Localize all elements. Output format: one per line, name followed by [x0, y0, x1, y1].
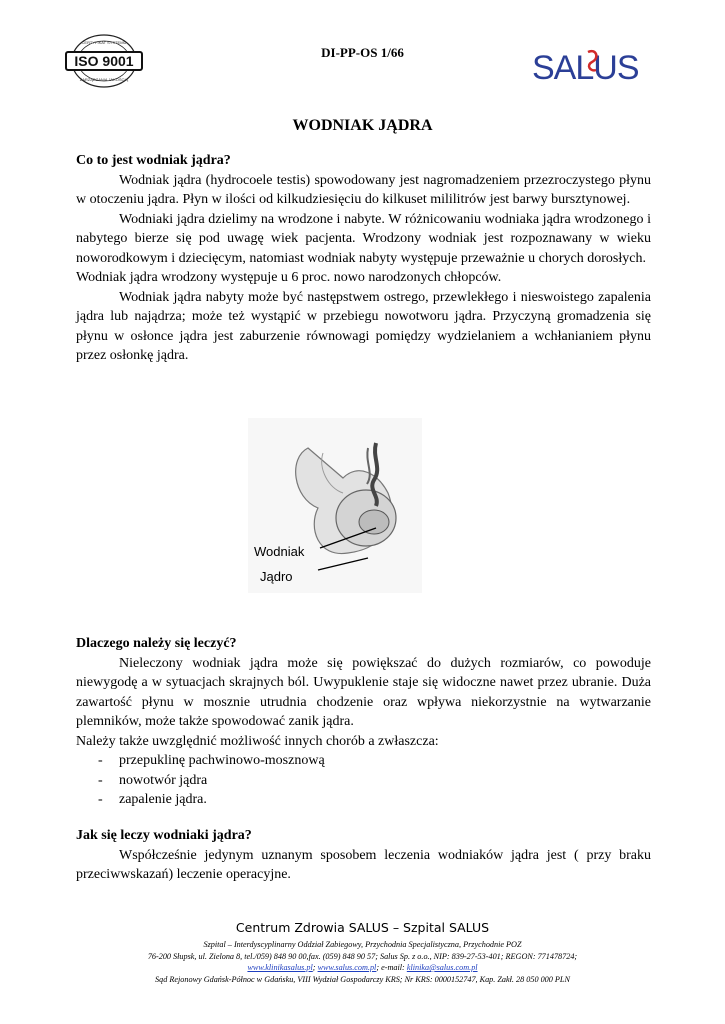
paragraph: Wodniak jądra (hydrocoele testis) spowodowany jest nagromadzeniem przezroczystego płynu w otoczeniu jądra. Płyn w ilości od kilkudziesięciu do kilkuset mililitrów jest barwy bursztynowej.	[76, 172, 651, 207]
paragraph: Wodniak jądra wrodzony występuje u 6 proc. nowo narodzonych chłopców.	[76, 270, 502, 285]
email-link[interactable]: klinika@salus.com.pl	[406, 963, 478, 972]
page-title: WODNIAK JĄDRA	[292, 117, 433, 134]
list-item: - nowotwór jądra	[98, 772, 208, 788]
testis-shape	[359, 510, 389, 534]
salus-logo	[530, 46, 655, 88]
iso-certificate-logo	[60, 32, 148, 90]
footer-contact-line	[0, 962, 725, 974]
iso-logo-text: ISO 9001	[74, 53, 134, 69]
list-item: - zapalenie jądra.	[98, 792, 207, 807]
paragraph: Współcześnie jedynym uznanym sposobem leczenia wodniaków jądra jest ( przy braku przeciwwskazań) leczenie operacyjne.	[76, 847, 651, 882]
section-what-is	[76, 151, 651, 366]
list-item-text: nowotwór jądra	[119, 772, 208, 788]
footer-line: Szpital – Interdyscyplinarny Oddział Zabiegowy, Przychodnia Specjalistyczna, Przychodnie POZ	[203, 940, 522, 949]
salus-logo-text: SALUS	[532, 49, 639, 87]
section-heading: Jak się leczy wodniaki jądra?	[76, 828, 252, 843]
iso-ring-text-top: CERTYFIKAT SYSTEMU	[81, 40, 127, 45]
page-footer	[0, 920, 725, 985]
label-hydrocele: Wodniak	[254, 544, 305, 559]
footer-separator: ; e-mail:	[376, 963, 407, 972]
section-treatment	[76, 826, 651, 885]
label-testis: Jądro	[260, 569, 293, 584]
website-link-salus[interactable]: www.salus.com.pl	[317, 963, 377, 972]
section-why-treat	[76, 634, 651, 810]
footer-separator: ;	[312, 963, 318, 972]
paragraph: Należy także uwzględnić możliwość innych chorób a zwłaszcza:	[76, 733, 439, 749]
paragraph: Nieleczony wodniak jądra może się powiększać do dużych rozmiarów, co powoduje niewygodę a w sytuacjach skrajnych ból. Uwypuklenie staje się widoczne nawet przez ubranie. Duża zawartość płynu w mosznie utrudnia chodzenie oraz wpływa niekorzystnie na wytwarzanie plemników, może także spowodować zanik jądra.	[76, 655, 651, 729]
section-heading: Co to jest wodniak jądra?	[76, 153, 231, 168]
footer-line: 76-200 Słupsk, ul. Zielona 8, tel./059) 848 90 00,fax. (059) 848 90 57; Salus Sp. z o.o., NIP: 839-27-53-401; REGON: 771478724;	[147, 951, 578, 961]
hydrocele-illustration	[248, 418, 422, 593]
footer-title: Centrum Zdrowia SALUS – Szpital SALUS	[235, 920, 490, 935]
disease-list	[76, 751, 651, 810]
footer-line: Sąd Rejonowy Gdańsk-Północ w Gdańsku, VIII Wydział Gospodarczy KRS; Nr KRS: 0000152747, Kap. Zakł. 28 050 000 PLN	[155, 974, 570, 984]
paragraph: Wodniaki jądra dzielimy na wrodzone i nabyte. W różnicowaniu wodniaka jądra wrodzonego i nabytego bierze się pod uwagę wiek pacjenta. Wrodzony wodniak jest rozpoznawany w wieku noworodkowym i dziecięcym, natomiast wodniak nabyty występuje przeważnie u chorych dorosłych.	[76, 211, 651, 266]
list-item-text: zapalenie jądra.	[119, 792, 207, 807]
section-heading: Dlaczego należy się leczyć?	[76, 636, 237, 651]
list-item-text: przepuklinę pachwinowo-mosznową	[119, 753, 325, 768]
website-link-klinikasalus[interactable]: www.klinikasalus.pl	[247, 963, 313, 972]
list-item: - przepuklinę pachwinowo-mosznową	[98, 753, 325, 768]
iso-ring-text-bottom: ZARZĄDZANIA JAKOŚCIĄ	[79, 77, 129, 82]
document-code: DI-PP-OS 1/66	[321, 45, 404, 60]
paragraph: Wodniak jądra nabyty może być następstwem ostrego, przewlekłego i nieswoistego zapalenia jądra lub najądrza; może też wystąpić w przebiegu nowotworu jądra. Przyczyną gromadzenia się płynu w osłonce jądra jest zaburzenie równowagi pomiędzy wydzielaniem a wchłanianiem płynu przez osłonkę jądra.	[76, 289, 651, 363]
